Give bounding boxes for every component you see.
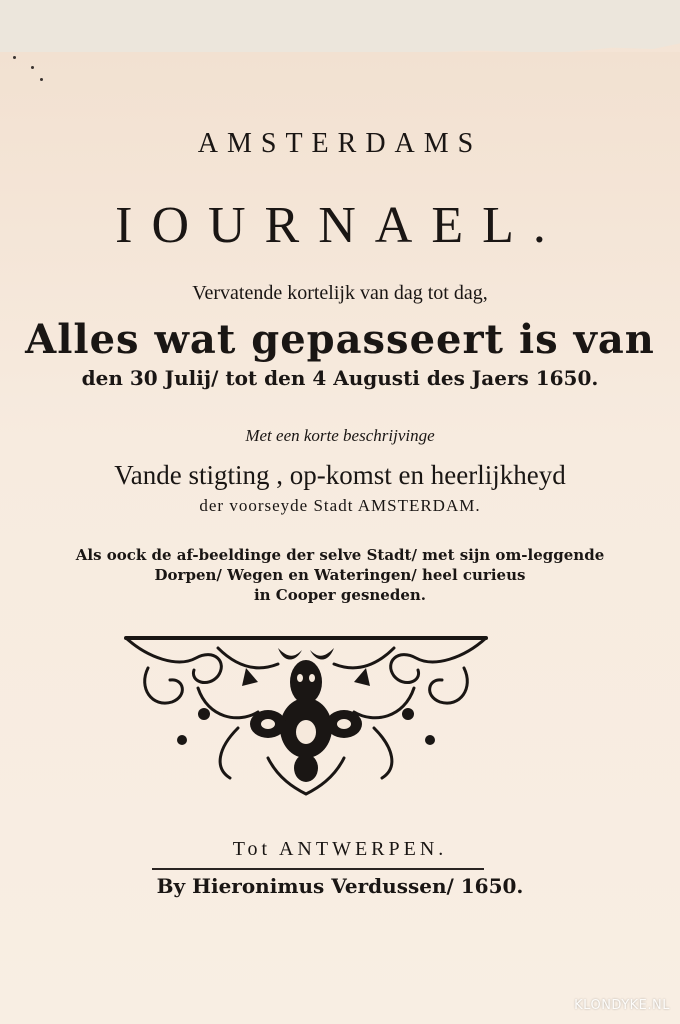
watermark: KLONDYKE.NL xyxy=(574,998,670,1013)
subtitle-vervatende: Vervatende kortelijk van dag tot dag, xyxy=(192,282,488,304)
imprint-printer: By Hieronimus Verdussen/ 1650. xyxy=(156,874,524,898)
blackletter-als-oock: Als oock de af-beeldinge der selve Stadt/ met sijn om-leggende xyxy=(75,546,605,564)
heading-iournael: IOURNAEL. xyxy=(115,197,565,254)
blackletter-cooper: in Cooper gesneden. xyxy=(253,586,427,604)
blackletter-dates: den 30 Julij/ tot den 4 Augusti des Jaers 1650. xyxy=(81,366,599,390)
printers-ornament xyxy=(118,628,494,800)
vande-stigting: Vande stigting , op-komst en heerlijkheyd xyxy=(114,460,566,490)
heading-amsterdams: AMSTERDAMS xyxy=(197,128,483,159)
blackletter-dorpen: Dorpen/ Wegen en Wateringen/ heel curieus xyxy=(154,566,526,584)
imprint-place: Tot ANTWERPEN. xyxy=(232,838,448,860)
italic-beschrijvinge: Met een korte beschrijvinge xyxy=(245,426,435,445)
blackletter-alles: Alles wat gepasseert is van xyxy=(25,316,655,363)
der-voorseyde: der voorseyde Stadt AMSTERDAM. xyxy=(199,496,481,515)
imprint-rule xyxy=(152,868,484,870)
